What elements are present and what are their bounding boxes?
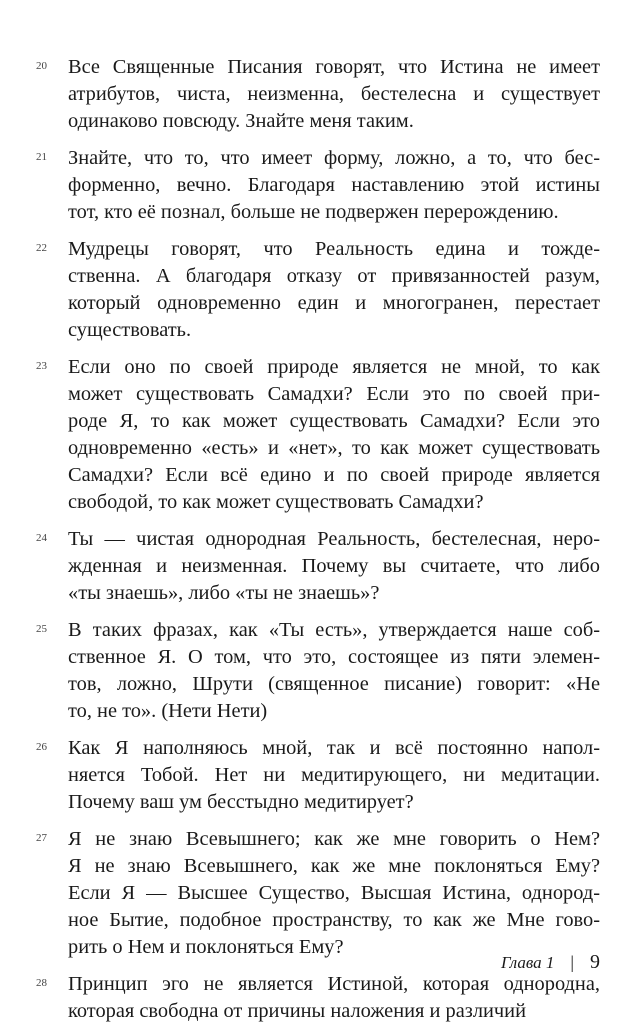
verse-line: Самадхи? Если всё едино и по своей природе является: [68, 464, 600, 486]
verse-line: то, не то». (Нети Нети): [68, 700, 268, 722]
verse-block: [36, 526, 600, 607]
verse-line: няется Тобой. Нет ни медитирующего, ни медитации.: [68, 764, 600, 786]
verse-line: тот, кто её познал, больше не подвержен перерождению.: [68, 201, 559, 223]
verse-line: форменно, вечно. Благодаря наставлению этой истины: [68, 174, 600, 196]
verse-line: Принцип эго не является Истиной, которая однородна,: [68, 973, 600, 995]
verse-number: 27: [36, 832, 47, 844]
verse-line: Если Я — Высшее Существо, Высшая Истина, однород-: [68, 882, 600, 904]
verse-line: Ты — чистая однородная Реальность, бестелесная, неро-: [68, 528, 600, 550]
verse-line: ное Бытие, подобное пространству, то как же Мне гово-: [68, 909, 600, 931]
verse-line: ственное Я. О том, что это, состоящее из пяти элемен-: [68, 646, 600, 668]
verse-line: существовать.: [68, 319, 192, 341]
verse-line: одновременно «есть» и «нет», то как может существовать: [68, 437, 600, 459]
verse-block: [36, 971, 600, 1025]
verse-line: роде Я, то как может существовать Самадхи? Если это: [68, 410, 600, 432]
verse-block: [36, 145, 600, 226]
chapter-label: Глава 1: [500, 952, 555, 972]
verse-line: тов, ложно, Шрути (священное писание) говорит: «Не: [68, 673, 600, 695]
verse-line: Мудрецы говорят, что Реальность едина и тожде-: [68, 238, 600, 260]
verse-line: Как Я наполняюсь мной, так и всё постоянно напол-: [68, 737, 600, 759]
verse-line: свободой, то как может существовать Самадхи?: [68, 491, 484, 513]
verse-line: жденная и неизменная. Почему вы считаете, что либо: [68, 555, 600, 577]
verse-number: 22: [36, 242, 47, 254]
verse-list: [36, 54, 600, 1035]
verse-line: Все Священные Писания говорят, что Истина не имеет: [68, 56, 600, 78]
verse-line: может существовать Самадхи? Если это по своей при-: [68, 383, 600, 405]
verse-line: который одновременно един и многогранен, перестает: [68, 292, 600, 314]
verse-line: рить о Нем и поклоняться Ему?: [68, 936, 344, 958]
verse-number: 20: [36, 60, 47, 72]
verse-line: которая свободна от причины наложения и различий: [68, 1000, 526, 1022]
verse-line: Если оно по своей природе является не мной, то как: [68, 356, 600, 378]
page-footer: [501, 951, 600, 974]
verse-block: [36, 826, 600, 961]
verse-number: 21: [36, 151, 47, 163]
verse-line: Знайте, что то, что имеет форму, ложно, а то, что бес-: [68, 147, 600, 169]
verse-number: 25: [36, 623, 47, 635]
verse-line: «ты знаешь», либо «ты не знаешь»?: [68, 582, 380, 604]
verse-line: Я не знаю Всевышнего; как же мне говорить о Нем?: [68, 828, 600, 850]
page-number: 9: [590, 951, 600, 973]
verse-number: 26: [36, 741, 47, 753]
verse-block: [36, 735, 600, 816]
verse-line: Я не знаю Всевышнего, как же мне поклоняться Ему?: [68, 855, 600, 877]
verse-line: одинаково повсюду. Знайте меня таким.: [68, 110, 414, 132]
verse-block: [36, 617, 600, 725]
verse-line: Почему ваш ум бесстыдно медитирует?: [68, 791, 414, 813]
verse-number: 28: [36, 977, 47, 989]
verse-number: 24: [36, 532, 47, 544]
verse-line: ственна. А благодаря отказу от привязанностей разум,: [68, 265, 600, 287]
verse-block: [36, 54, 600, 135]
verse-line: атрибутов, чиста, неизменна, бестелесна и существует: [68, 83, 600, 105]
footer-separator: |: [570, 952, 574, 972]
verse-line: В таких фразах, как «Ты есть», утверждается наше соб-: [68, 619, 600, 641]
verse-block: [36, 236, 600, 344]
verse-number: 23: [36, 360, 47, 372]
verse-block: [36, 354, 600, 516]
